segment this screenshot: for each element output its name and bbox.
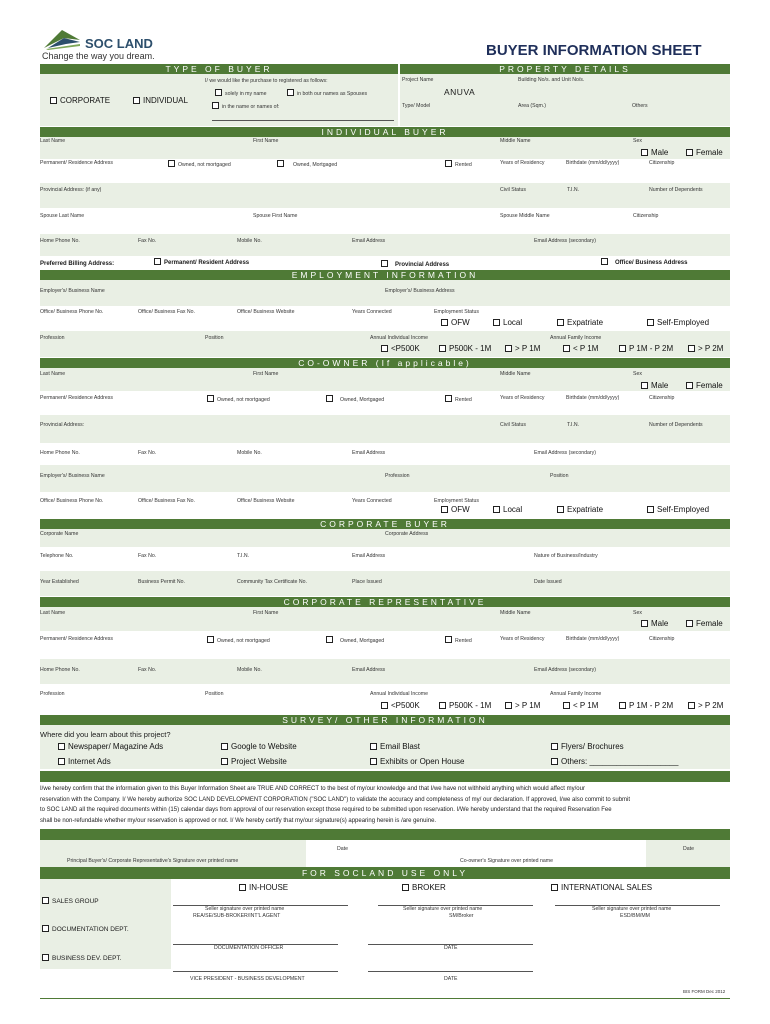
mobile-label: Mobile No. [237,238,262,244]
checkbox-icon[interactable] [441,506,448,513]
checkbox-icon[interactable] [641,382,648,389]
local-option[interactable]: Local [493,319,522,327]
checkbox-icon[interactable] [619,345,626,352]
checkbox-icon[interactable] [493,319,500,326]
inc2-option[interactable]: P500K - 1M [439,345,491,353]
rep-position-label: Position [205,691,224,697]
inhouse-option[interactable]: IN-HOUSE [239,884,288,892]
rep-annual-family-label: Annual Family Income [550,691,602,697]
checkbox-icon[interactable] [287,89,294,96]
rep-address-row [40,631,730,659]
rep-email-label: Email Address [352,667,386,673]
rep-birthdate-label: Birthdate (mm/dd/yyyy) [566,636,620,642]
checkbox-icon[interactable] [686,382,693,389]
co-last-name-label: Last Name [40,371,66,377]
checkbox-icon[interactable] [439,345,446,352]
rep-middle-name-label: Middle Name [500,610,531,616]
years-label: Years of Residency [500,160,545,166]
checkbox-icon[interactable] [58,758,65,765]
survey-email[interactable]: Email Blast [370,743,420,751]
survey-exhibits[interactable]: Exhibits or Open House [370,758,465,766]
checkbox-icon[interactable] [168,160,175,167]
checkbox-icon[interactable] [551,758,558,765]
doc-date-label: DATE [444,945,458,951]
checkbox-icon[interactable] [221,743,228,750]
corp-ctc-label: Community Tax Certificate No. [237,579,307,585]
separator-bar [40,771,730,782]
doc-dept-option[interactable]: DOCUMENTATION DEPT. [42,925,129,933]
self-employed-option[interactable]: Self-Employed [647,319,709,327]
co-emp-status-label: Employment Status [434,498,479,504]
checkbox-icon[interactable] [212,102,219,109]
rep-name-row [40,607,730,631]
rep-email2-label: Email Address (secondary) [534,667,596,673]
project-name-label: Project Name [402,77,434,83]
checkbox-icon[interactable] [445,160,452,167]
co-expat-option[interactable]: Expatriate [557,506,603,514]
co-home-phone-label: Home Phone No. [40,450,80,456]
logo-icon [42,26,82,50]
checkbox-icon[interactable] [402,884,409,891]
checkbox-icon[interactable] [647,506,654,513]
checkbox-icon[interactable] [493,506,500,513]
rep-rented-option[interactable]: Rented [445,636,472,644]
co-owned-mort-option[interactable]: Owned, Mortgaged [326,395,384,403]
co-fax-label: Fax No. [138,450,157,456]
birthdate-label: Birthdate (mm/dd/yyyy) [566,160,620,166]
rented-option[interactable]: Rented [445,160,472,168]
checkbox-icon[interactable] [381,345,388,352]
checkbox-icon[interactable] [42,897,49,904]
declaration-line: to SOC LAND all the required documents within (15) calendar days from approval of our reservation except those required to be submitted upon reservation. I/We hereby understand that the required Reservation Fee [40,807,612,813]
spouses-option[interactable]: in both our names as Spouses [287,89,367,97]
owned-not-option[interactable]: Owned, not mortgaged [168,160,231,168]
corp-fax-label: Fax No. [138,553,157,559]
fax-label: Fax No. [138,238,157,244]
checkbox-icon[interactable] [647,319,654,326]
survey-google[interactable]: Google to Website [221,743,297,751]
sig-line [173,971,338,972]
spouse-middle-label: Spouse Middle Name [500,213,550,219]
perm-res-option[interactable]: Permanent/ Resident Address [154,258,249,266]
male-option[interactable]: Male [641,149,668,157]
rep-inc2-option[interactable]: P500K - 1M [439,702,491,710]
bottom-rule [40,998,730,999]
co-tin-label: T.I.N. [567,422,580,428]
checkbox-icon[interactable] [505,702,512,709]
position-label: Position [205,335,224,341]
first-name-label: First Name [253,138,279,144]
billing-label: Preferred Billing Address: [40,261,115,267]
checkbox-icon[interactable] [563,345,570,352]
seller-role-label: REA/SE/SUB-BROKER/INT'L AGENT [193,913,281,919]
brand-tagline: Change the way you dream. [42,51,155,61]
dependents-label: Number of Dependents [649,187,703,193]
office-fax-label: Office/ Business Fax No. [138,309,195,315]
co-email2-label: Email Address (secondary) [534,450,596,456]
rep-inc1-option[interactable]: <P500K [381,702,420,710]
rep-inc3-option[interactable]: > P 1M [505,702,540,710]
provincial-row [40,183,730,208]
fam2-option[interactable]: P 1M - P 2M [619,345,673,353]
co-address-row [40,391,730,415]
registration-intro: I/ we would like the purchase to registered as follows: [205,78,328,84]
inc1-option[interactable]: <P500K [381,345,420,353]
survey-flyers[interactable]: Flyers/ Brochures [551,743,624,751]
provincial-label: Provincial Address: (if any) [40,187,102,193]
broker-option[interactable]: BROKER [402,884,446,892]
declaration-line: reservation with the Company. I/ We hereby authorize SOC LAND DEVELOPMENT CORPORATION ("SOC LAND") to validate the accuracy and completeness of my/ our declaration. If approved, I/we also commit to submit [40,796,631,803]
checkbox-icon[interactable] [277,160,284,167]
rep-fax-label: Fax No. [138,667,157,673]
brand-name: SOC LAND [85,36,153,51]
survey-others[interactable]: Others: ____________________ [551,758,678,766]
checkbox-icon[interactable] [50,97,57,104]
co-perm-address-label: Permanent/ Residence Address [40,395,113,401]
address-row [40,159,730,183]
checkbox-icon[interactable] [619,702,626,709]
seller-signature-label: Seller signature over printed name [592,906,672,912]
rep-fam3-option[interactable]: > P 2M [688,702,723,710]
checkbox-icon[interactable] [641,620,648,627]
citizenship-label: Citizenship [649,160,675,166]
seller-role-label: ESD/BM/MM [620,913,650,919]
co-owned-not-option[interactable]: Owned, not mortgaged [207,395,270,403]
co-years-connected-label: Years Connected [352,498,392,504]
corp-year-label: Year Established [40,579,79,585]
corp-name-label: Corporate Name [40,531,79,537]
survey-website[interactable]: Project Website [221,758,287,766]
co-civil-status-label: Civil Status [500,422,526,428]
co-ofw-option[interactable]: OFW [441,506,470,514]
spouse-citizenship-label: Citizenship [633,213,659,219]
co-name-row [40,368,730,391]
last-name-label: Last Name [40,138,66,144]
rep-profession-label: Profession [40,691,65,697]
type-of-buyer-header: TYPE OF BUYER [40,64,398,74]
corp-tin-label: T.I.N. [237,553,250,559]
spouse-last-label: Spouse Last Name [40,213,85,219]
corp-place-label: Place Issued [352,579,382,585]
co-female-option[interactable]: Female [686,382,723,390]
corp-nature-label: Nature of Business/Industry [534,553,598,559]
rep-owned-not-option[interactable]: Owned, not mortgaged [207,636,270,644]
home-phone-label: Home Phone No. [40,238,80,244]
survey-internet[interactable]: Internet Ads [58,758,111,766]
checkbox-icon[interactable] [551,743,558,750]
rep-last-name-label: Last Name [40,610,66,616]
co-sex-label: Sex [633,371,642,377]
checkbox-icon[interactable] [326,395,333,402]
prov-addr-option[interactable]: Provincial Address [381,260,449,268]
co-local-option[interactable]: Local [493,506,522,514]
owned-mort-option[interactable]: Owned, Mortgaged [277,160,337,168]
checkbox-icon[interactable] [221,758,228,765]
checkbox-icon[interactable] [445,395,452,402]
intl-sales-option[interactable]: INTERNATIONAL SALES [551,884,652,892]
checkbox-icon[interactable] [370,758,377,765]
office-addr-option[interactable]: Office/ Business Address [601,258,687,266]
seller-role-label: SM/Broker [449,913,474,919]
female-option[interactable]: Female [686,149,723,157]
co-email-label: Email Address [352,450,386,456]
property-details-header: PROPERTY DETAILS [400,64,730,74]
checkbox-icon[interactable] [154,258,161,265]
rep-sex-label: Sex [633,610,642,616]
names-of-option[interactable]: in the name or names of: [212,102,279,110]
survey-question: Where did you learn about this project? [40,730,171,739]
co-middle-name-label: Middle Name [500,371,531,377]
fam1-option[interactable]: < P 1M [563,345,598,353]
office-phone-label: Office/ Business Phone No. [40,309,104,315]
bus-dev-option[interactable]: BUSINESS DEV. DEPT. [42,954,121,962]
solely-option[interactable]: solely in my name [215,89,267,97]
others-label: Others [632,103,648,109]
checkbox-icon[interactable] [563,702,570,709]
area-label: Area (Sqm.) [518,103,546,109]
coowner-header: CO-OWNER (If applicable) [40,358,730,368]
corporate-buyer-header: CORPORATE BUYER [40,519,730,529]
ofw-option[interactable]: OFW [441,319,470,327]
middle-name-label: Middle Name [500,138,531,144]
rep-owned-mort-option[interactable]: Owned, Mortgaged [326,636,384,644]
checkbox-icon[interactable] [133,97,140,104]
emp-status-label: Employment Status [434,309,479,315]
annual-family-label: Annual Family Income [550,335,602,341]
corporate-option[interactable]: CORPORATE [50,97,110,105]
page-title: BUYER INFORMATION SHEET [486,42,702,59]
survey-newspaper[interactable]: Newspaper/ Magazine Ads [58,743,163,751]
co-office-row [40,492,730,517]
rep-citizenship-label: Citizenship [649,636,675,642]
co-male-option[interactable]: Male [641,382,668,390]
corp-rep-header: CORPORATE REPRESENTATIVE [40,597,730,607]
co-first-name-label: First Name [253,371,279,377]
checkbox-icon[interactable] [439,702,446,709]
rep-mobile-label: Mobile No. [237,667,262,673]
declaration-text [40,784,730,826]
date2-label: Date [683,846,694,852]
perm-address-label: Permanent/ Residence Address [40,160,113,166]
rep-home-phone-label: Home Phone No. [40,667,80,673]
rep-female-option[interactable]: Female [686,620,723,628]
doc-officer-label: DOCUMENTATION OFFICER [214,945,284,951]
rep-fam1-option[interactable]: < P 1M [563,702,598,710]
corp-phone-label: Telephone No. [40,553,74,559]
co-dependents-label: Number of Dependents [649,422,703,428]
checkbox-icon[interactable] [239,884,246,891]
corp-date-label: Date Issued [534,579,562,585]
co-birthdate-label: Birthdate (mm/dd/yyyy) [566,395,620,401]
checkbox-icon[interactable] [551,884,558,891]
civil-status-label: Civil Status [500,187,526,193]
co-rented-option[interactable]: Rented [445,395,472,403]
checkbox-icon[interactable] [505,345,512,352]
checkbox-icon[interactable] [641,149,648,156]
seller-signature-label: Seller signature over printed name [205,906,285,912]
checkbox-icon[interactable] [557,506,564,513]
checkbox-icon[interactable] [441,319,448,326]
checkbox-icon[interactable] [370,743,377,750]
divider [398,74,400,126]
corp-address-label: Corporate Address [385,531,429,537]
individual-buyer-header: INDIVIDUAL BUYER [40,127,730,137]
co-office-phone-label: Office/ Business Phone No. [40,498,104,504]
checkbox-icon[interactable] [215,89,222,96]
vp-date-label: DATE [444,976,458,982]
coowner-signature-label: Co-owner's Signature over printed name [460,858,553,864]
employer-name-label: Employer's/ Business Name [40,288,105,294]
years-connected-label: Years Connected [352,309,392,315]
sex-label: Sex [633,138,642,144]
checkbox-icon[interactable] [42,954,49,961]
names-line [212,120,394,121]
corp-email-label: Email Address [352,553,386,559]
checkbox-icon[interactable] [207,636,214,643]
checkbox-icon[interactable] [42,925,49,932]
rep-fam2-option[interactable]: P 1M - P 2M [619,702,673,710]
sales-group-option[interactable]: SALES GROUP [42,897,99,905]
logo [42,26,82,50]
employment-header: EMPLOYMENT INFORMATION [40,270,730,280]
name-row [40,137,730,159]
corp-permit-label: Business Permit No. [138,579,185,585]
checkbox-icon[interactable] [445,636,452,643]
annual-individual-label: Annual Individual Income [370,335,428,341]
checkbox-icon[interactable] [688,702,695,709]
socland-use-header: FOR SOCLAND USE ONLY [40,867,730,879]
principal-signature-label: Principal Buyer's/ Corporate Representative's Signature over printed name [67,858,239,864]
co-profession-label: Profession [385,473,410,479]
co-office-fax-label: Office/ Business Fax No. [138,498,195,504]
checkbox-icon[interactable] [557,319,564,326]
individual-option[interactable]: INDIVIDUAL [133,97,188,105]
separator-bar [40,829,730,840]
co-provincial-label: Provincial Address: [40,422,85,428]
office-web-label: Office/ Business Website [237,309,295,315]
rep-first-name-label: First Name [253,610,279,616]
checkbox-icon[interactable] [381,702,388,709]
tin-label: T.I.N. [567,187,580,193]
co-self-employed-option[interactable]: Self-Employed [647,506,709,514]
employer-addr-label: Employer's/ Business Address [385,288,455,294]
project-name-value[interactable]: ANUVA [444,87,476,97]
profession-label: Profession [40,335,65,341]
date-label: Date [337,846,348,852]
rep-perm-address-label: Permanent/ Residence Address [40,636,113,642]
co-citizenship-label: Citizenship [649,395,675,401]
checkbox-icon[interactable] [686,149,693,156]
rep-annual-individual-label: Annual Individual Income [370,691,428,697]
checkbox-icon[interactable] [686,620,693,627]
building-label: Building No/s. and Unit No/s. [518,77,585,83]
fam3-option[interactable]: > P 2M [688,345,723,353]
checkbox-icon[interactable] [688,345,695,352]
email-label: Email Address [352,238,386,244]
checkbox-icon[interactable] [58,743,65,750]
spouse-row [40,208,730,234]
checkbox-icon[interactable] [381,260,388,267]
email2-label: Email Address (secondary) [534,238,596,244]
co-years-label: Years of Residency [500,395,545,401]
co-provincial-row [40,415,730,443]
survey-header: SURVEY/ OTHER INFORMATION [40,715,730,725]
co-office-web-label: Office/ Business Website [237,498,295,504]
checkbox-icon[interactable] [207,395,214,402]
vp-label: VICE PRESIDENT - BUSINESS DEVELOPMENT [190,976,305,982]
seller-signature-label: Seller signature over printed name [403,906,483,912]
declaration-line: I/we hereby confirm that the information given to this Buyer Information Sheet are TRUE AND CORRECT to the best of my/our knowledge and that I/we have not withheld anything which would affect my/our [40,786,585,792]
co-position-label: Position [550,473,569,479]
type-model-label: Type/ Model [402,103,431,109]
co-mobile-label: Mobile No. [237,450,262,456]
inc3-option[interactable]: > P 1M [505,345,540,353]
co-employer-label: Employer's/ Business Name [40,473,105,479]
rep-years-label: Years of Residency [500,636,545,642]
declaration-line: shall be non-refundable whether my/our reservation is approved or not. I/ We hereby certify that my/our signature(s) appearing herein is /are genuine. [40,817,437,824]
form-code: BIS FORM Dec 2012 [683,989,726,994]
expat-option[interactable]: Expatriate [557,319,603,327]
rep-male-option[interactable]: Male [641,620,668,628]
checkbox-icon[interactable] [601,258,608,265]
checkbox-icon[interactable] [326,636,333,643]
sig-line [368,971,533,972]
spouse-first-label: Spouse First Name [253,213,298,219]
